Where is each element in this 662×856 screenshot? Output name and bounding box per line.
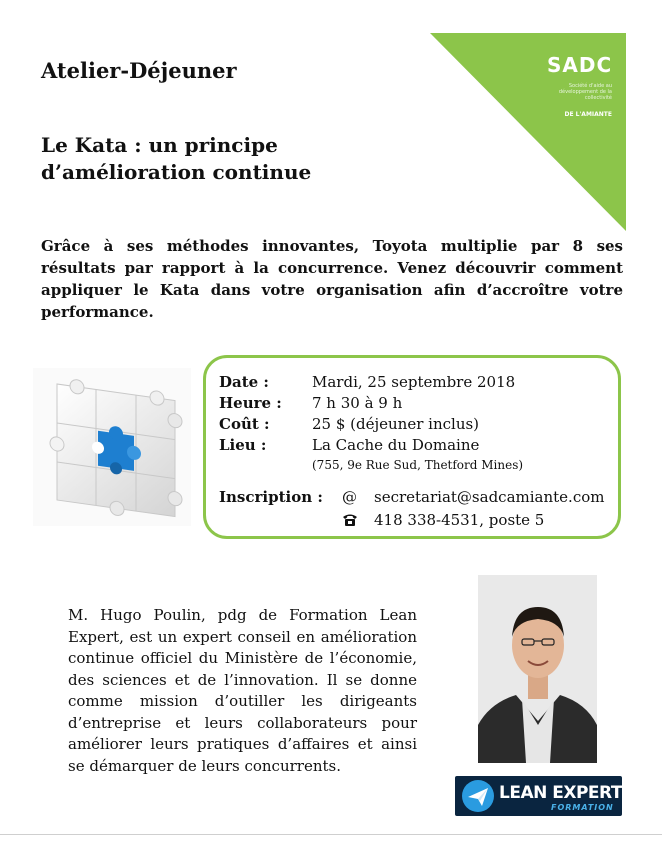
registration-label: Inscription : xyxy=(219,488,323,506)
subtitle-line-1: Le Kata : un principe xyxy=(41,133,278,157)
intro-paragraph: Grâce à ses méthodes innovantes, Toyota multiplie par 8 ses résultats par rapport à la concurrence. Venez découvrir comment appliquer le Kata dans votre organisation afin d’accroître votre performance. xyxy=(41,237,623,321)
registration-email[interactable]: secretariat@sadcamiante.com xyxy=(374,488,605,506)
time-label: Heure : xyxy=(219,394,282,412)
lean-expert-plane-icon xyxy=(458,776,498,816)
cost-value: 25 $ (déjeuner inclus) xyxy=(312,415,480,433)
email-at-icon: @ xyxy=(342,488,357,506)
sadc-region: DE L'AMIANTE xyxy=(564,111,612,118)
date-label: Date : xyxy=(219,373,269,391)
event-info-box xyxy=(203,355,621,539)
puzzle-image xyxy=(33,368,191,526)
time-value: 7 h 30 à 9 h xyxy=(312,394,403,412)
place-address: (755, 9e Rue Sud, Thetford Mines) xyxy=(312,458,524,472)
event-subtitle xyxy=(41,132,361,186)
sadc-logo-text: SADC xyxy=(547,53,613,77)
lean-expert-logo-subtext: FORMATION xyxy=(551,803,614,812)
lean-expert-logo xyxy=(455,776,622,816)
date-value: Mardi, 25 septembre 2018 xyxy=(312,373,516,391)
sadc-logo xyxy=(430,33,626,231)
subtitle-line-2: d’amélioration continue xyxy=(41,160,312,184)
speaker-photo xyxy=(478,575,597,763)
page-divider xyxy=(0,834,662,835)
speaker-bio: M. Hugo Poulin, pdg de Formation Lean Expert, est un expert conseil en amélioration continue officiel du Ministère de l’économie, des sciences et de l’innovation. Il se donne comme mission d’outiller les dirigeants d’entreprise et leurs collaborateurs pour améliorer leurs pratiques d’affaires et ainsi se démarquer de leurs concurrents. xyxy=(68,606,417,775)
event-title: Atelier-Déjeuner xyxy=(41,58,237,83)
place-value: La Cache du Domaine xyxy=(312,436,480,454)
cost-label: Coût : xyxy=(219,415,270,433)
registration-phone[interactable]: 418 338-4531, poste 5 xyxy=(374,511,545,529)
sadc-tagline: Société d'aide au développement de la collectivité xyxy=(558,83,612,101)
lean-expert-logo-text: LEAN EXPERT xyxy=(499,783,622,803)
phone-icon xyxy=(342,512,358,531)
place-label: Lieu : xyxy=(219,436,267,454)
